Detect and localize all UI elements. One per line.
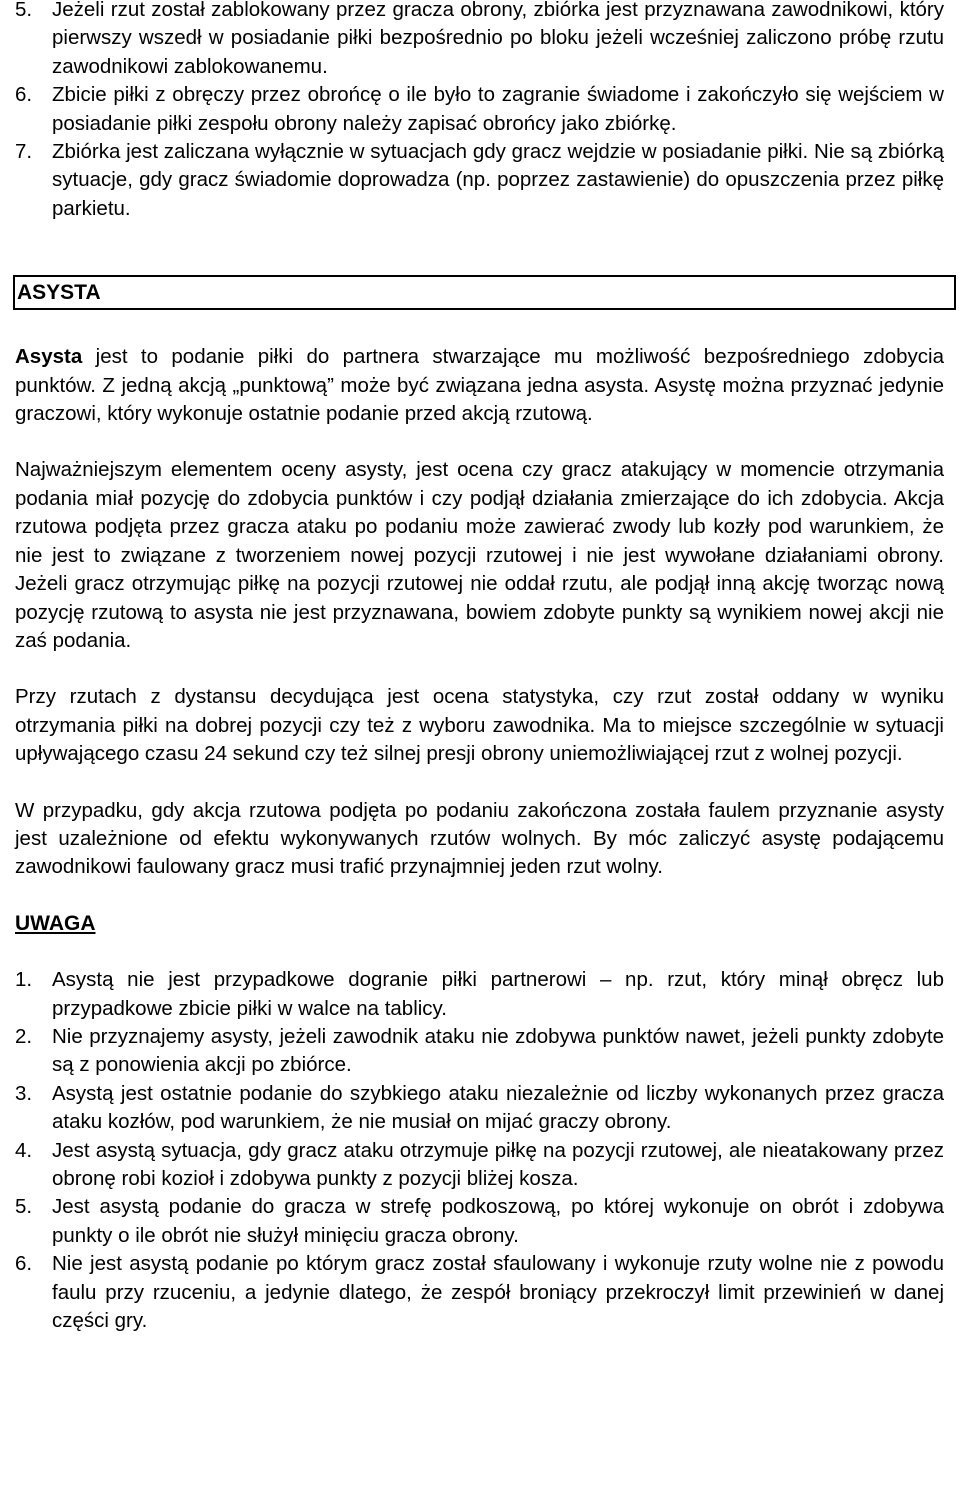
list-item [15, 138, 944, 223]
list-item-number: 6. [15, 83, 33, 107]
definition-term: Asysta [15, 345, 83, 369]
list-item-number: 7. [15, 140, 33, 164]
definition-text: jest to podanie piłki do partnera stwarzające mu możliwość bezpośredniego zdobycia punktów. Z jedną akcją „punktową” może być związana jedna asysta. Asystę można przyznać jedynie graczowi, który wykonuje ostatnie podanie przed akcją rzutową. [15, 345, 944, 426]
body-paragraph: W przypadku, gdy akcja rzutowa podjęta po podaniu zakończona została faulem przyznanie asysty jest uzależnione od efektu wykonywanych rzutów wolnych. By móc zaliczyć asystę podającemu zawodnikowi faulowany gracz musi trafić przynajmniej jeden rzut wolny. [15, 798, 944, 879]
list-item [15, 966, 944, 1023]
top-list [15, 0, 944, 223]
section-heading: ASYSTA [17, 281, 101, 305]
list-item-number: 1. [15, 968, 33, 992]
document-page [15, 0, 944, 1335]
section-heading-box [13, 275, 956, 310]
list-item-text: Asystą nie jest przypadkowe dogranie piłki partnerowi – np. rzut, który minął obręcz lub przypadkowe zbicie piłki w walce na tablicy. [52, 968, 944, 1020]
body-paragraph: Przy rzutach z dystansu decydująca jest ocena statystyka, czy rzut został oddany w wyniku otrzymania piłki na dobrej pozycji czy też z wyboru zawodnika. Ma to miejsce szczególnie w sytuacji upływającego czasu 24 sekund czy też silnej presji obrony uniemożliwiającej rzut z wolnej pozycji. [15, 685, 944, 766]
list-item [15, 1080, 944, 1137]
list-item [15, 81, 944, 138]
list-item-number: 2. [15, 1024, 33, 1048]
list-item [15, 0, 944, 81]
list-item-number: 4. [15, 1138, 33, 1162]
list-item-number: 6. [15, 1252, 33, 1276]
list-item [15, 1023, 944, 1080]
list-item-text: Asystą jest ostatnie podanie do szybkiego ataku niezależnie od liczby wykonanych przez gracza ataku kozłów, pod warunkiem, że nie musiał on mijać graczy obrony. [52, 1081, 944, 1134]
list-item-text: Jeżeli rzut został zablokowany przez gracza obrony, zbiórka jest przyznawana zawodnikowi, który pierwszy wszedł w posiadanie piłki bezpośrednio po bloku jeżeli wcześniej zaliczono próbę rzutu zawodnikowi zablokowanemu. [52, 0, 944, 78]
list-item-number: 5. [15, 1195, 33, 1219]
list-item-number: 5. [15, 0, 33, 21]
list-item [15, 1193, 944, 1250]
list-item-text: Jest asystą podanie do gracza w strefę podkoszową, po której wykonuje on obrót i zdobywa punkty o ile obrót nie służył minięciu gracza obrony. [52, 1195, 944, 1247]
uwaga-list [15, 966, 944, 1335]
list-item-number: 3. [15, 1081, 33, 1105]
list-item-text: Nie przyznajemy asysty, jeżeli zawodnik ataku nie zdobywa punktów nawet, jeżeli punkty zdobyte są z ponowienia akcji po zbiórce. [52, 1024, 944, 1077]
list-item-text: Zbiórka jest zaliczana wyłącznie w sytuacjach gdy gracz wejdzie w posiadanie piłki. Nie są zbiórką sytuacje, gdy gracz świadomie doprowadza (np. poprzez zastawienie) do opuszczenia przez piłkę parkietu. [52, 140, 944, 220]
body-paragraph: Najważniejszym elementem oceny asysty, jest ocena czy gracz atakujący w momencie otrzymania podania miał pozycję do zdobycia punktów i czy podjął działania zmierzające do ich zdobycia. Akcja rzutowa podjęta przez gracza ataku po podaniu może zawierać zwody lub kozły pod warunkiem, że nie jest to związane z tworzeniem nowej pozycji rzutowej i nie jest wywołane działaniami obrony. Jeżeli gracz otrzymując piłkę na pozycji rzutowej nie oddał rzutu, ale podjął inną akcję tworząc nową pozycję rzutową to asysta nie jest przyznawana, bowiem zdobyte punkty są wynikiem nowej akcji nie zaś podania. [15, 458, 944, 652]
uwaga-heading: UWAGA [15, 911, 96, 935]
list-item-text: Nie jest asystą podanie po którym gracz został sfaulowany i wykonuje rzuty wolne nie z powodu faulu przy rzuceniu, a jedynie dlatego, że zespół broniący przekroczył limit przewinień w danej części gry. [52, 1252, 944, 1333]
list-item-text: Zbicie piłki z obręczy przez obrońcę o ile było to zagranie świadome i zakończyło się wejściem w posiadanie piłki zespołu obrony należy zapisać obrońcy jako zbiórkę. [52, 83, 944, 135]
list-item-text: Jest asystą sytuacja, gdy gracz ataku otrzymuje piłkę na pozycji rzutowej, ale nieatakowany przez obronę robi kozioł i zdobywa punkty z pozycji bliżej kosza. [52, 1138, 944, 1190]
list-item [15, 1250, 944, 1335]
list-item [15, 1137, 944, 1194]
definition-paragraph [15, 343, 944, 428]
